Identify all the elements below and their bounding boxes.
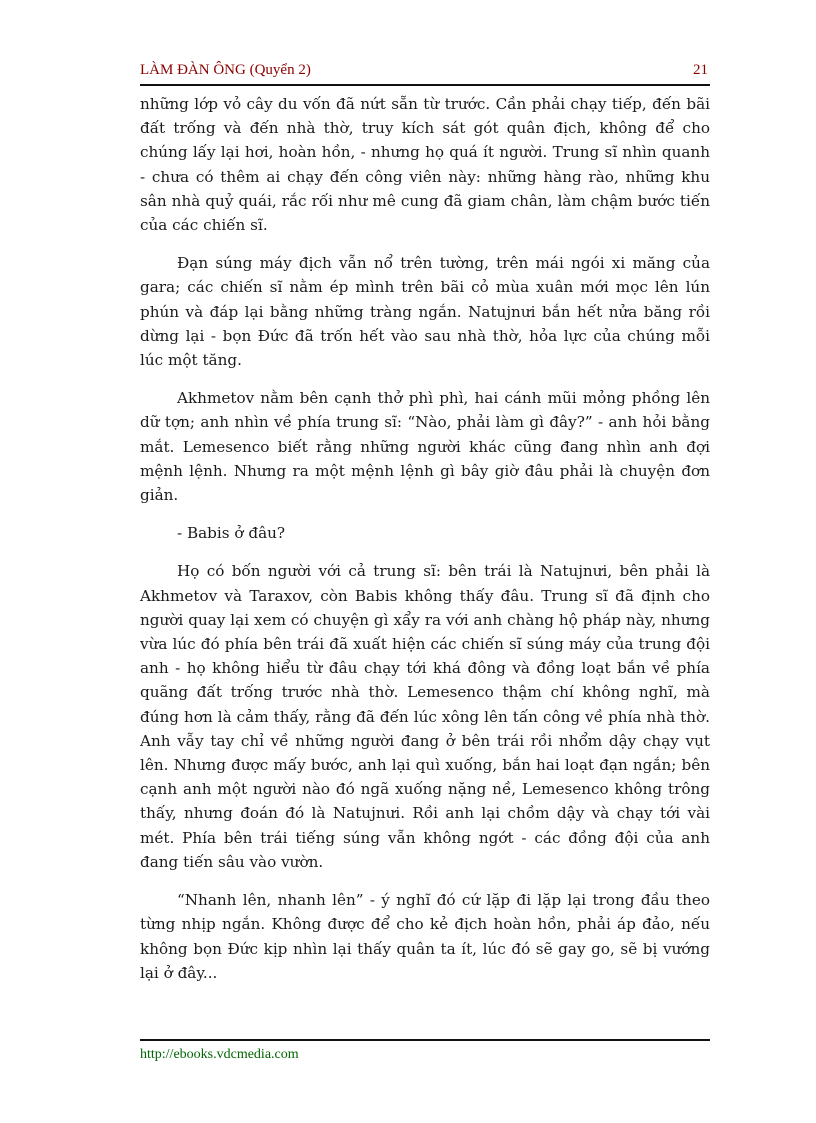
running-header <box>140 62 710 84</box>
page-number: 21 <box>693 62 708 78</box>
header-divider <box>140 84 710 86</box>
paragraph: những lớp vỏ cây du vốn đã nứt sẵn từ trước. Cần phải chạy tiếp, đến bãi đất trống và đến nhà thờ, truy kích sát gót quân địch, không để cho chúng lấy lại hơi, hoàn hồn, - nhưng họ quá ít người. Trung sĩ nhìn quanh - chưa có thêm ai chạy đến công viên này: những hàng rào, những khu sân nhà quỷ quái, rắc rối như mê cung đã giam chân, làm chậm bước tiến của các chiến sĩ. <box>140 95 710 235</box>
footer-link[interactable]: http://ebooks.vdcmedia.com <box>140 1047 299 1062</box>
paragraph: - Babis ở đâu? <box>177 524 286 543</box>
footer-divider <box>140 1039 710 1041</box>
book-title: LÀM ĐÀN ÔNG (Quyển 2) <box>140 62 311 78</box>
paragraph: Akhmetov nằm bên cạnh thở phì phì, hai cánh mũi mỏng phồng lên dữ tợn; anh nhìn về phía trung sĩ: “Nào, phải làm gì đây?” - anh hỏi bằng mắt. Lemesenco biết rằng những người khác cũng đang nhìn anh đợi mệnh lệnh. Nhưng ra một mệnh lệnh gì bây giờ đâu phải là chuyện đơn giản. <box>140 389 710 505</box>
paragraph: Đạn súng máy địch vẫn nổ trên tường, trên mái ngói xi măng của gara; các chiến sĩ nằm ép mình trên bãi cỏ mùa xuân mới mọc lên lún phún và đáp lại bằng những tràng ngắn. Natujnưi bắn hết nửa băng rồi dừng lại - bọn Đức đã trốn hết vào sau nhà thờ, hỏa lực của chúng mỗi lúc một tăng. <box>140 254 710 370</box>
paragraph: “Nhanh lên, nhanh lên” - ý nghĩ đó cứ lặp đi lặp lại trong đầu theo từng nhịp ngắn. Không được để cho kẻ địch hoàn hồn, phải áp đảo, nếu không bọn Đức kịp nhìn lại thấy quân ta ít, lúc đó sẽ gay go, sẽ bị vướng lại ở đây... <box>140 891 710 982</box>
page-body <box>140 92 710 999</box>
paragraph: Họ có bốn người với cả trung sĩ: bên trái là Natujnưi, bên phải là Akhmetov và Taraxov, còn Babis không thấy đâu. Trung sĩ đã định cho người quay lại xem có chuyện gì xẩy ra với anh chàng hộ pháp này, nhưng vừa lúc đó phía bên trái đã xuất hiện các chiến sĩ súng máy của trung đội anh - họ không hiểu từ đâu chạy tới khá đông và đồng loạt bắn về phía quãng đất trống trước nhà thờ. Lemesenco thậm chí không nghĩ, mà đúng hơn là cảm thấy, rằng đã đến lúc xông lên tấn công về phía nhà thờ. Anh vẫy tay chỉ về những người đang ở bên trái rồi nhổm dậy chạy vụt lên. Nhưng được mấy bước, anh lại quì xuống, bắn hai loạt đạn ngắn; bên cạnh anh một người nào đó ngã xuống nặng nề, Lemesenco không trông thấy, nhưng đoán đó là Natujnưi. Rồi anh lại chồm dậy và chạy tới vài mét. Phía bên trái tiếng súng vẫn không ngớt - các đồng đội của anh đang tiến sâu vào vườn. <box>140 562 710 871</box>
